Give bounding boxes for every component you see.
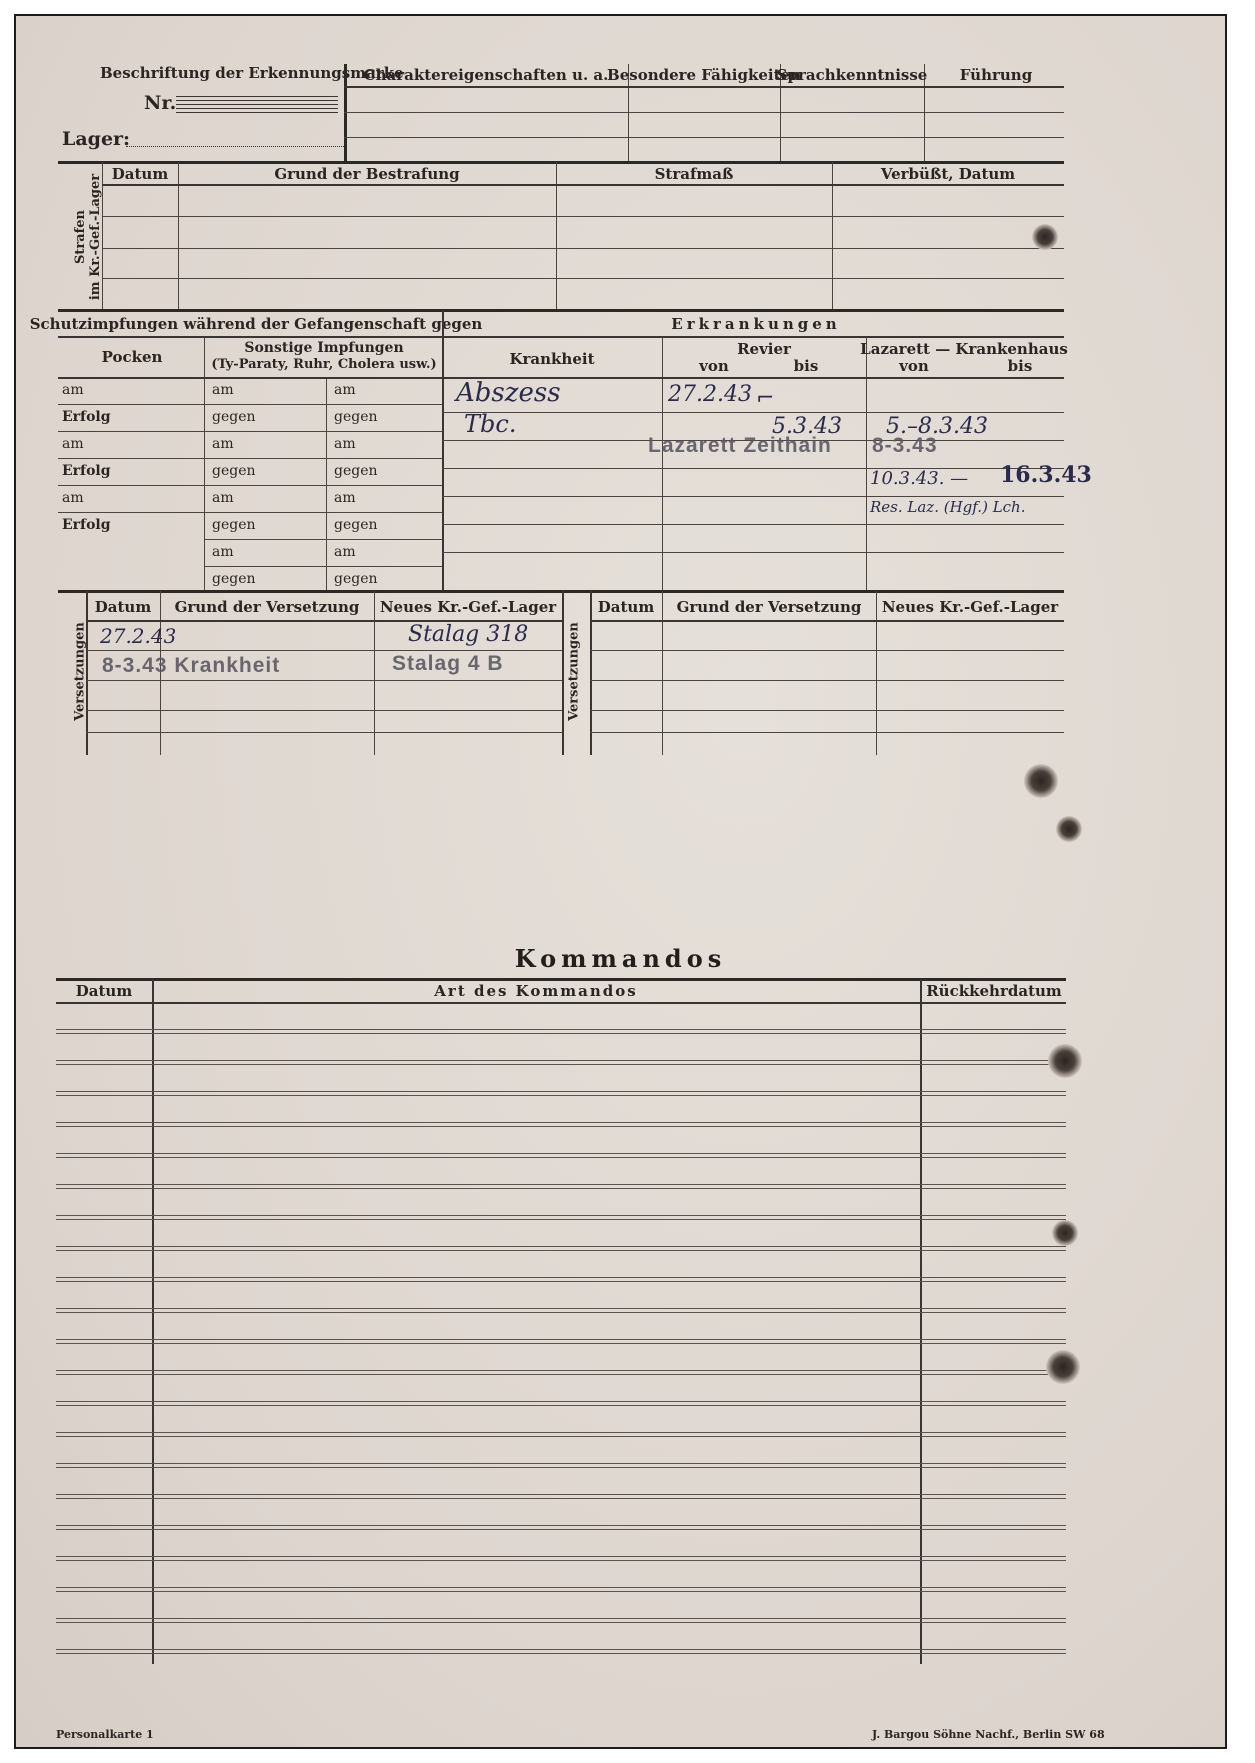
punch-hole-4 [1048, 1044, 1082, 1078]
lazarett-entry-2-bis: 16.3.43 [1000, 462, 1092, 488]
impf-row-line-1 [58, 404, 442, 405]
sonst-a-1: am [212, 382, 234, 398]
erkennungsmarke-heading: Beschriftung der Erkennungsmarke [100, 64, 404, 82]
top-divider [344, 64, 347, 162]
top-header-line [344, 86, 1064, 88]
vers-datum-header-left: Datum [94, 598, 152, 616]
sonstige-header-2: (Ty-Paraty, Ruhr, Cholera usw.) [211, 357, 437, 372]
impf-row-line-3 [58, 458, 442, 459]
sonst-a-4: gegen [212, 463, 256, 479]
pocken-header: Pocken [101, 348, 163, 366]
footer-printer: J. Bargou Söhne Nachf., Berlin SW 68 [872, 1728, 1105, 1741]
impfungen-heading-line [58, 336, 1064, 338]
card-paper [16, 16, 1225, 1747]
strafen-side-label: Strafen im Kr.-Gef.-Lager [73, 173, 103, 301]
kommandos-art-header: Art des Kommandos [434, 982, 638, 1000]
lazarett-entry-1: 5.–8.3.43 [886, 414, 988, 439]
strafen-grund-header: Grund der Bestrafung [274, 165, 460, 183]
sonst-b-2: gegen [334, 409, 378, 425]
top-section-bottom [58, 161, 1064, 164]
pocken-row-4: Erfolg [62, 463, 111, 479]
fuehrung-header: Führung [959, 66, 1033, 84]
pocken-row-6: Erfolg [62, 517, 111, 533]
revier-von-entry: 27.2.43 [668, 382, 752, 407]
lager-dotted-line [126, 146, 344, 147]
strafen-verbuesst-header: Verbüßt, Datum [880, 165, 1016, 183]
vers-datum-header-right: Datum [597, 598, 655, 616]
pocken-row-3: am [62, 436, 84, 452]
punch-hole-6 [1046, 1350, 1080, 1384]
kommandos-top-line [56, 978, 1066, 981]
kommandos-title: Kommandos [514, 944, 727, 973]
vers-left-col-2 [374, 591, 375, 755]
erkr-row-line-4 [442, 496, 1064, 497]
sonst-a-5: am [212, 490, 234, 506]
vers-row-right-2 [590, 680, 1064, 681]
sonst-b-1: am [334, 382, 356, 398]
vers-stalag-entry-1: Stalag 318 [408, 622, 529, 647]
impfungen-heading: Schutzimpfungen während der Gefangenschaft gegen [29, 315, 483, 333]
vers-row-left-2 [86, 680, 562, 681]
revier-bis: bis [793, 357, 819, 375]
strafen-row-1 [102, 216, 1064, 217]
impf-header-line [58, 377, 1064, 379]
sonst-a-2: gegen [212, 409, 256, 425]
krankheit-header: Krankheit [509, 350, 595, 368]
sonst-b-4: gegen [334, 463, 378, 479]
top-row-line-1 [344, 112, 1064, 113]
lazarett-entry-2-von: 10.3.43. — [870, 468, 969, 489]
vers-row-left-4 [86, 732, 562, 733]
revier-header: Revier [737, 340, 791, 358]
impf-section-bottom [58, 590, 1064, 593]
nr-label: Nr. [144, 92, 177, 114]
vers-neues-header-right: Neues Kr.-Gef.-Lager [881, 598, 1059, 616]
impf-row-line-6 [204, 539, 442, 540]
revier-bracket: ⌐ [756, 386, 775, 411]
lazarett-von: von [899, 357, 929, 375]
sonst-a-8: gegen [212, 571, 256, 587]
erkr-row-line-3 [442, 468, 1064, 469]
vers-row-right-1 [590, 650, 1064, 651]
impf-col-line-2 [326, 378, 327, 590]
sonstige-header-1: Sonstige Impfungen [244, 340, 404, 356]
strafen-row-3 [102, 278, 1064, 279]
pocken-row-5: am [62, 490, 84, 506]
impf-col-line-1 [204, 337, 205, 590]
lager-label: Lager: [62, 128, 131, 150]
erkrankungen-heading: Erkrankungen [671, 315, 841, 333]
erkr-row-line-6 [442, 552, 1064, 553]
strafen-bottom [58, 309, 1064, 312]
strafen-strafmass-header: Strafmaß [654, 165, 734, 183]
krankheit-entry-2: Tbc. [464, 410, 517, 438]
sonst-b-5: am [334, 490, 356, 506]
erkr-row-line-1 [442, 412, 1064, 413]
sonst-b-6: gegen [334, 517, 378, 533]
impf-row-line-4 [58, 485, 442, 486]
vers-stamp-stalag: Stalag 4 B [392, 652, 504, 675]
lazarett-bis: bis [1007, 357, 1033, 375]
vers-side-label-right: Versetzungen [566, 622, 582, 721]
vers-stamp-row: 8-3.43 Krankheit [102, 654, 281, 677]
sonst-b-3: am [334, 436, 356, 452]
punch-hole-1 [1032, 224, 1058, 250]
lazarett-stamp-date: 8-3.43 [872, 434, 938, 457]
strafen-row-2 [102, 248, 1064, 249]
vers-right-outer [590, 591, 592, 755]
vers-right-col-1 [662, 591, 663, 755]
pocken-row-1: am [62, 382, 84, 398]
vers-left-col-3 [562, 591, 564, 755]
sonst-b-8: gegen [334, 571, 378, 587]
punch-hole-3 [1056, 816, 1082, 842]
vers-grund-header-left: Grund der Versetzung [174, 598, 360, 616]
pocken-row-2: Erfolg [62, 409, 111, 425]
vers-grund-header-right: Grund der Versetzung [676, 598, 862, 616]
nr-lines [176, 96, 338, 116]
strafen-header-line [102, 184, 1064, 186]
vers-datum-entry-1: 27.2.43 [100, 624, 177, 648]
impf-row-line-2 [58, 431, 442, 432]
sprach-header: Sprachkenntnisse [776, 66, 928, 84]
lazarett-stamp: Lazarett Zeithain [648, 434, 832, 457]
vers-row-right-3 [590, 710, 1064, 711]
vers-side-label-left: Versetzungen [72, 622, 88, 721]
sonst-b-7: am [334, 544, 356, 560]
impf-erkr-divider [442, 310, 444, 590]
strafen-datum-header: Datum [111, 165, 169, 183]
lazarett-header: Lazarett — Krankenhaus [860, 340, 1068, 358]
punch-hole-2 [1024, 764, 1058, 798]
vers-neues-header-left: Neues Kr.-Gef.-Lager [379, 598, 557, 616]
vers-right-col-2 [876, 591, 877, 755]
personal-card [14, 14, 1227, 1749]
sonst-a-6: gegen [212, 517, 256, 533]
faehigkeiten-header: Besondere Fähigkeiten [607, 66, 801, 84]
sonst-a-3: am [212, 436, 234, 452]
revier-von: von [699, 357, 729, 375]
sonst-a-7: am [212, 544, 234, 560]
lazarett-entry-3: Res. Laz. (Hgf.) Lch. [870, 498, 1026, 516]
krankheit-entry-1: Abszess [456, 378, 561, 408]
revier-bis-entry: 5.3.43 [772, 414, 842, 439]
top-row-line-2 [344, 137, 1064, 138]
kommandos-ruled-lines [56, 1003, 1066, 1664]
vers-header-line-right [590, 620, 1064, 622]
kommandos-rueckkehr-header: Rückkehrdatum [926, 982, 1062, 1000]
vers-row-right-4 [590, 732, 1064, 733]
kommandos-datum-header: Datum [75, 982, 133, 1000]
charakter-header: Charaktereigenschaften u. a. [363, 66, 609, 84]
footer-form-number: Personalkarte 1 [56, 1728, 154, 1741]
punch-hole-5 [1052, 1220, 1078, 1246]
impf-row-line-7 [204, 566, 442, 567]
impf-row-line-5 [58, 512, 442, 513]
vers-row-left-1 [86, 650, 562, 651]
vers-row-left-3 [86, 710, 562, 711]
erkr-row-line-5 [442, 524, 1064, 525]
